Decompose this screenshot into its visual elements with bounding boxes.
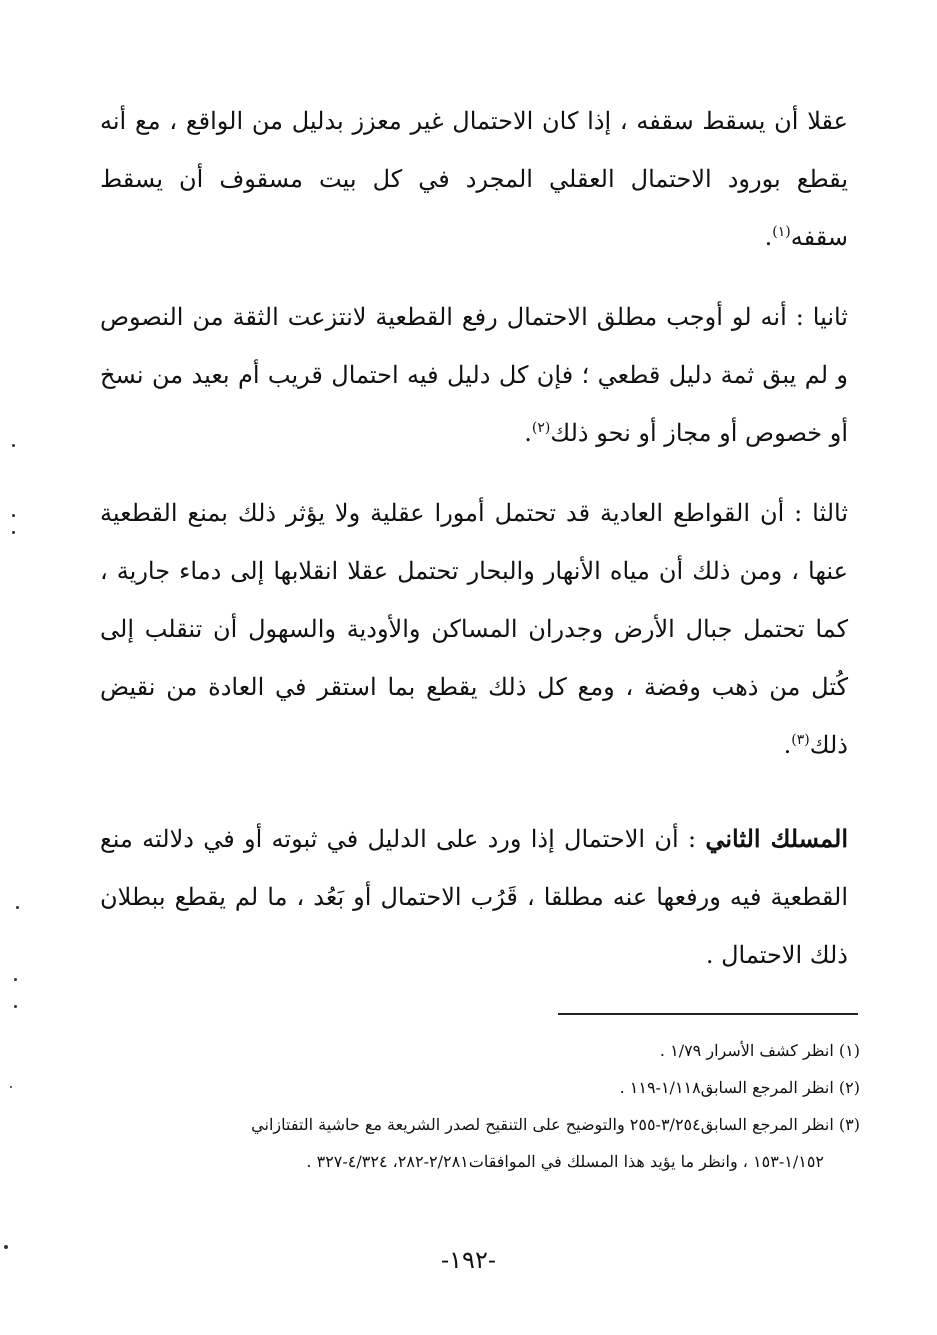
footnote-3-continuation: ١/١٥٢-١٥٣ ، وانظر ما يؤيد هذا المسلك في الموافقات٢/٢٨١-٢٨٢، ٤/٣٢٤-٣٢٧ . (306, 1152, 824, 1171)
scan-speck (12, 531, 15, 534)
footnote-1: (١) انظر كشف الأسرار ١/٧٩ . (659, 1041, 860, 1060)
paragraph-2: ثانيا : أنه لو أوجب مطلق الاحتمال رفع القطعية لانتزعت الثقة من النصوص و لم يبق ثمة دليل قطعي ؛ فإن كل دليل فيه احتمال قريب أم بعيد من نسخ أو خصوص أو مجاز أو نحو ذلك$^{(٢)}$. (100, 303, 848, 447)
page-number: -١٩٢- (441, 1246, 496, 1274)
scan-speck (14, 978, 17, 981)
footnote-2: (٢) انظر المرجع السابق١/١١٨-١١٩ . (619, 1078, 860, 1097)
section-heading: المسلك الثاني (705, 824, 849, 853)
scan-speck (12, 444, 15, 447)
scan-speck (4, 1245, 8, 1249)
footnote-ref-3: (٣) (791, 732, 810, 748)
footnote-3: (٣) انظر المرجع السابق٣/٢٥٤-٢٥٥ والتوضيح على التنقيح لصدر الشريعة مع حاشية التفتازاني (251, 1115, 860, 1134)
scan-speck (10, 1086, 12, 1088)
scan-speck (16, 906, 19, 909)
footnote-ref-2: (٢) (531, 420, 551, 436)
main-text (100, 92, 848, 1006)
paragraph-3: ثالثا : أن القواطع العادية قد تحتمل أمورا عقلية ولا يؤثر ذلك بمنع القطعية عنها ، ومن ذلك أن مياه الأنهار والبحار تحتمل عقلا انقلابها إلى دماء جارية ، كما تحتمل جبال الأرض وجدران المساكن والأودية والسهول أن تنقلب إلى كُتل من ذهب وفضة ، ومع كل ذلك يقطع بما استقر في العادة من نقيض ذلك$^{(٣)}$. (100, 499, 848, 759)
scan-speck (12, 514, 15, 517)
footnotes (110, 1032, 860, 1180)
scan-speck (14, 1005, 17, 1008)
footnote-ref-1: (١) (772, 224, 791, 240)
paragraph-4: المسلك الثاني : أن الاحتمال إذا ورد على الدليل في ثبوته أو في دلالته منع القطعية فيه ورفعها عنه مطلقا ، قَرُب الاحتمال أو بَعُد ، ما لم يقطع ببطلان ذلك الاحتمال . (100, 824, 849, 969)
paragraph-1: عقلا أن يسقط سقفه ، إذا كان الاحتمال غير معزز بدليل من الواقع ، مع أنه يقطع بورود الاحتمال العقلي المجرد في كل بيت مسقوف أن يسقط سقفه$^{(١)}$. (100, 107, 848, 251)
footnote-separator (558, 1013, 858, 1015)
